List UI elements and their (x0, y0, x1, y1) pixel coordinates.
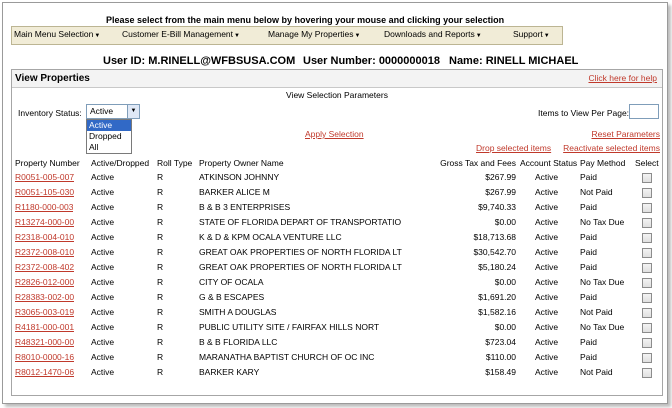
property-number-link[interactable]: R13274-000-00 (15, 217, 75, 227)
inventory-status-select[interactable] (86, 104, 140, 119)
roll-type-cell: R (157, 352, 164, 362)
reset-parameters-link[interactable]: Reset Parameters (591, 129, 660, 139)
table-row (12, 291, 662, 306)
pay-method-cell: Not Paid (580, 307, 613, 317)
gross-tax-cell: $18,713.68 (473, 232, 516, 242)
pay-method-cell: Not Paid (580, 367, 613, 377)
gross-tax-cell: $267.99 (485, 172, 516, 182)
property-number-link[interactable]: R2372-008-010 (15, 247, 75, 257)
account-status-cell: Active (535, 202, 559, 212)
menu-label: Main Menu Selection (14, 29, 94, 39)
gross-tax-cell: $30,542.70 (473, 247, 516, 257)
roll-type-cell: R (157, 277, 164, 287)
property-number-link[interactable]: R48321-000-00 (15, 337, 75, 347)
menu-main-menu-selection[interactable] (14, 29, 100, 39)
table-row (12, 231, 662, 246)
pay-method-cell: Paid (580, 247, 598, 257)
menu-manage-properties[interactable] (268, 29, 360, 39)
account-status-cell: Active (535, 307, 559, 317)
owner-name-cell: G & B ESCAPES (199, 292, 265, 302)
property-number-link[interactable]: R0051-105-030 (15, 187, 75, 197)
pay-method-cell: No Tax Due (580, 277, 625, 287)
owner-name-cell: GREAT OAK PROPERTIES OF NORTH FLORIDA LT (199, 262, 402, 272)
owner-name-cell: ATKINSON JOHNNY (199, 172, 280, 182)
select-checkbox[interactable] (642, 323, 652, 333)
col-pay-method: Pay Method (580, 158, 626, 168)
user-number-label: User Number: (303, 55, 376, 67)
user-id-label: User ID: (103, 55, 146, 67)
select-checkbox[interactable] (642, 308, 652, 318)
menu-instruction: Please select from the main menu below by hovering your mouse and clicking your selection (106, 15, 505, 25)
pay-method-cell: Paid (580, 337, 598, 347)
status-cell: Active (91, 262, 115, 272)
pay-method-cell: Paid (580, 352, 598, 362)
col-gross-tax: Gross Tax and Fees (440, 158, 516, 168)
pay-method-cell: Paid (580, 172, 598, 182)
account-status-cell: Active (535, 337, 559, 347)
user-id (103, 55, 295, 67)
menu-label: Downloads and Reports (384, 29, 475, 39)
gross-tax-cell: $1,691.20 (478, 292, 516, 302)
user-name-label: Name: (449, 55, 483, 67)
owner-name-cell: B & B 3 ENTERPRISES (199, 202, 291, 212)
table-row (12, 261, 662, 276)
user-number-value: 0000000018 (378, 55, 440, 67)
gross-tax-cell: $110.00 (485, 352, 516, 362)
roll-type-cell: R (157, 172, 164, 182)
gross-tax-cell: $0.00 (494, 322, 516, 332)
select-checkbox[interactable] (642, 353, 652, 363)
pay-method-cell: Paid (580, 232, 598, 242)
status-cell: Active (91, 247, 115, 257)
owner-name-cell: B & B FLORIDA LLC (199, 337, 278, 347)
property-number-link[interactable]: R2318-004-010 (15, 232, 75, 242)
user-id-value: M.RINELL@WFBSUSA.COM (148, 55, 296, 67)
gross-tax-cell: $723.04 (485, 337, 516, 347)
option-all[interactable]: All (89, 142, 99, 152)
pay-method-cell: Paid (580, 262, 598, 272)
account-status-cell: Active (535, 172, 559, 182)
roll-type-cell: R (157, 202, 164, 212)
property-number-link[interactable]: R3065-003-019 (15, 307, 75, 317)
caret-down-icon: ▼ (94, 33, 101, 39)
account-status-cell: Active (535, 262, 559, 272)
pay-method-cell: No Tax Due (580, 322, 625, 332)
table-row (12, 246, 662, 261)
select-checkbox[interactable] (642, 263, 652, 273)
inventory-status-value: Active (90, 106, 114, 116)
section-title: View Selection Parameters (286, 90, 388, 100)
gross-tax-cell: $1,582.16 (478, 307, 516, 317)
gross-tax-cell: $158.49 (485, 367, 516, 377)
menu-label: Support (513, 29, 543, 39)
gross-tax-cell: $9,740.33 (478, 202, 516, 212)
roll-type-cell: R (157, 247, 164, 257)
table-row (12, 216, 662, 231)
owner-name-cell: CITY OF OCALA (199, 277, 264, 287)
owner-name-cell: PUBLIC UTILITY SITE / FAIRFAX HILLS NORT (199, 322, 380, 332)
col-property-number: Property Number (15, 158, 80, 168)
help-link[interactable]: Click here for help (588, 73, 657, 83)
status-cell: Active (91, 322, 115, 332)
table-row (12, 186, 662, 201)
account-status-cell: Active (535, 217, 559, 227)
owner-name-cell: MARANATHA BAPTIST CHURCH OF OC INC (199, 352, 375, 362)
roll-type-cell: R (157, 322, 164, 332)
dropdown-arrow-icon[interactable]: ▼ (127, 105, 139, 118)
table-row (12, 351, 662, 366)
drop-selected-link[interactable]: Drop selected items (476, 143, 552, 153)
status-cell: Active (91, 187, 115, 197)
table-row (12, 306, 662, 321)
table-row (12, 171, 662, 186)
gross-tax-cell: $267.99 (485, 187, 516, 197)
status-cell: Active (91, 202, 115, 212)
panel-title-bar (12, 70, 662, 88)
status-cell: Active (91, 277, 115, 287)
account-status-cell: Active (535, 187, 559, 197)
col-owner-name: Property Owner Name (199, 158, 284, 168)
main-menu-bar (11, 26, 563, 45)
select-checkbox[interactable] (642, 203, 652, 213)
owner-name-cell: BARKER KARY (199, 367, 260, 377)
user-name-value: RINELL MICHAEL (485, 55, 579, 67)
inventory-status-label: Inventory Status: (18, 108, 82, 118)
status-cell: Active (91, 232, 115, 242)
select-checkbox[interactable] (642, 173, 652, 183)
col-account-status: Account Status (520, 158, 578, 168)
inventory-status-options (86, 119, 132, 154)
pay-method-cell: Paid (580, 202, 598, 212)
status-cell: Active (91, 172, 115, 182)
roll-type-cell: R (157, 187, 164, 197)
property-number-link[interactable]: R4181-000-001 (15, 322, 75, 332)
menu-label: Customer E-Bill Management (122, 29, 234, 39)
owner-name-cell: GREAT OAK PROPERTIES OF NORTH FLORIDA LT (199, 247, 402, 257)
table-row (12, 276, 662, 291)
select-checkbox[interactable] (642, 248, 652, 258)
select-checkbox[interactable] (642, 218, 652, 228)
property-number-link[interactable]: R2372-008-402 (15, 262, 75, 272)
pay-method-cell: Paid (580, 292, 598, 302)
status-cell: Active (91, 352, 115, 362)
caret-down-icon: ▼ (475, 33, 482, 39)
select-checkbox[interactable] (642, 293, 652, 303)
table-row (12, 201, 662, 216)
owner-name-cell: BARKER ALICE M (199, 187, 270, 197)
app-window (2, 2, 668, 404)
property-number-link[interactable]: R8012-1470-06 (15, 367, 75, 377)
table-row (12, 366, 662, 381)
owner-name-cell: SMITH A DOUGLAS (199, 307, 277, 317)
reactivate-selected-link[interactable]: Reactivate selected items (563, 143, 660, 153)
account-status-cell: Active (535, 277, 559, 287)
owner-name-cell: K & D & KPM OCALA VENTURE LLC (199, 232, 342, 242)
account-status-cell: Active (535, 322, 559, 332)
col-roll-type: Roll Type (157, 158, 193, 168)
table-row (12, 336, 662, 351)
menu-label: Manage My Properties (268, 29, 354, 39)
option-active[interactable]: Active (87, 120, 131, 131)
select-checkbox[interactable] (642, 278, 652, 288)
menu-support[interactable] (513, 29, 550, 39)
roll-type-cell: R (157, 367, 164, 377)
status-cell: Active (91, 217, 115, 227)
gross-tax-cell: $0.00 (494, 277, 516, 287)
property-number-link[interactable]: R0051-005-007 (15, 172, 75, 182)
page-title: View Properties (15, 73, 90, 84)
account-status-cell: Active (535, 232, 559, 242)
user-name (449, 55, 578, 67)
status-cell: Active (91, 367, 115, 377)
items-per-page-label: Items to View Per Page: (538, 108, 630, 118)
status-cell: Active (91, 307, 115, 317)
status-cell: Active (91, 337, 115, 347)
caret-down-icon: ▼ (543, 33, 550, 39)
gross-tax-cell: $5,180.24 (478, 262, 516, 272)
select-checkbox[interactable] (642, 188, 652, 198)
caret-down-icon: ▼ (354, 33, 361, 39)
menu-downloads-reports[interactable] (384, 29, 482, 39)
select-checkbox[interactable] (642, 233, 652, 243)
property-number-link[interactable]: R2826-012-000 (15, 277, 75, 287)
owner-name-cell: STATE OF FLORIDA DEPART OF TRANSPORTATIO (199, 217, 402, 227)
pay-method-cell: No Tax Due (580, 217, 625, 227)
view-properties-panel (11, 69, 663, 396)
caret-down-icon: ▼ (234, 33, 240, 39)
select-checkbox[interactable] (642, 368, 652, 378)
roll-type-cell: R (157, 292, 164, 302)
roll-type-cell: R (157, 337, 164, 347)
table-row (12, 321, 662, 336)
roll-type-cell: R (157, 232, 164, 242)
account-status-cell: Active (535, 352, 559, 362)
roll-type-cell: R (157, 217, 164, 227)
property-number-link[interactable]: R8010-0000-16 (15, 352, 75, 362)
account-status-cell: Active (535, 292, 559, 302)
col-select: Select (635, 158, 659, 168)
apply-selection-link[interactable]: Apply Selection (305, 129, 364, 139)
select-checkbox[interactable] (642, 338, 652, 348)
account-status-cell: Active (535, 367, 559, 377)
menu-customer-ebill[interactable] (122, 29, 240, 39)
property-number-link[interactable]: R28383-002-00 (15, 292, 75, 302)
roll-type-cell: R (157, 262, 164, 272)
property-number-link[interactable]: R1180-000-003 (15, 202, 74, 212)
status-cell: Active (91, 292, 115, 302)
gross-tax-cell: $0.00 (494, 217, 516, 227)
pay-method-cell: Not Paid (580, 187, 613, 197)
user-number (303, 55, 440, 67)
roll-type-cell: R (157, 307, 164, 317)
option-dropped[interactable]: Dropped (89, 131, 122, 141)
col-active-dropped: Active/Dropped (91, 158, 150, 168)
items-per-page-input[interactable] (629, 104, 659, 119)
account-status-cell: Active (535, 247, 559, 257)
